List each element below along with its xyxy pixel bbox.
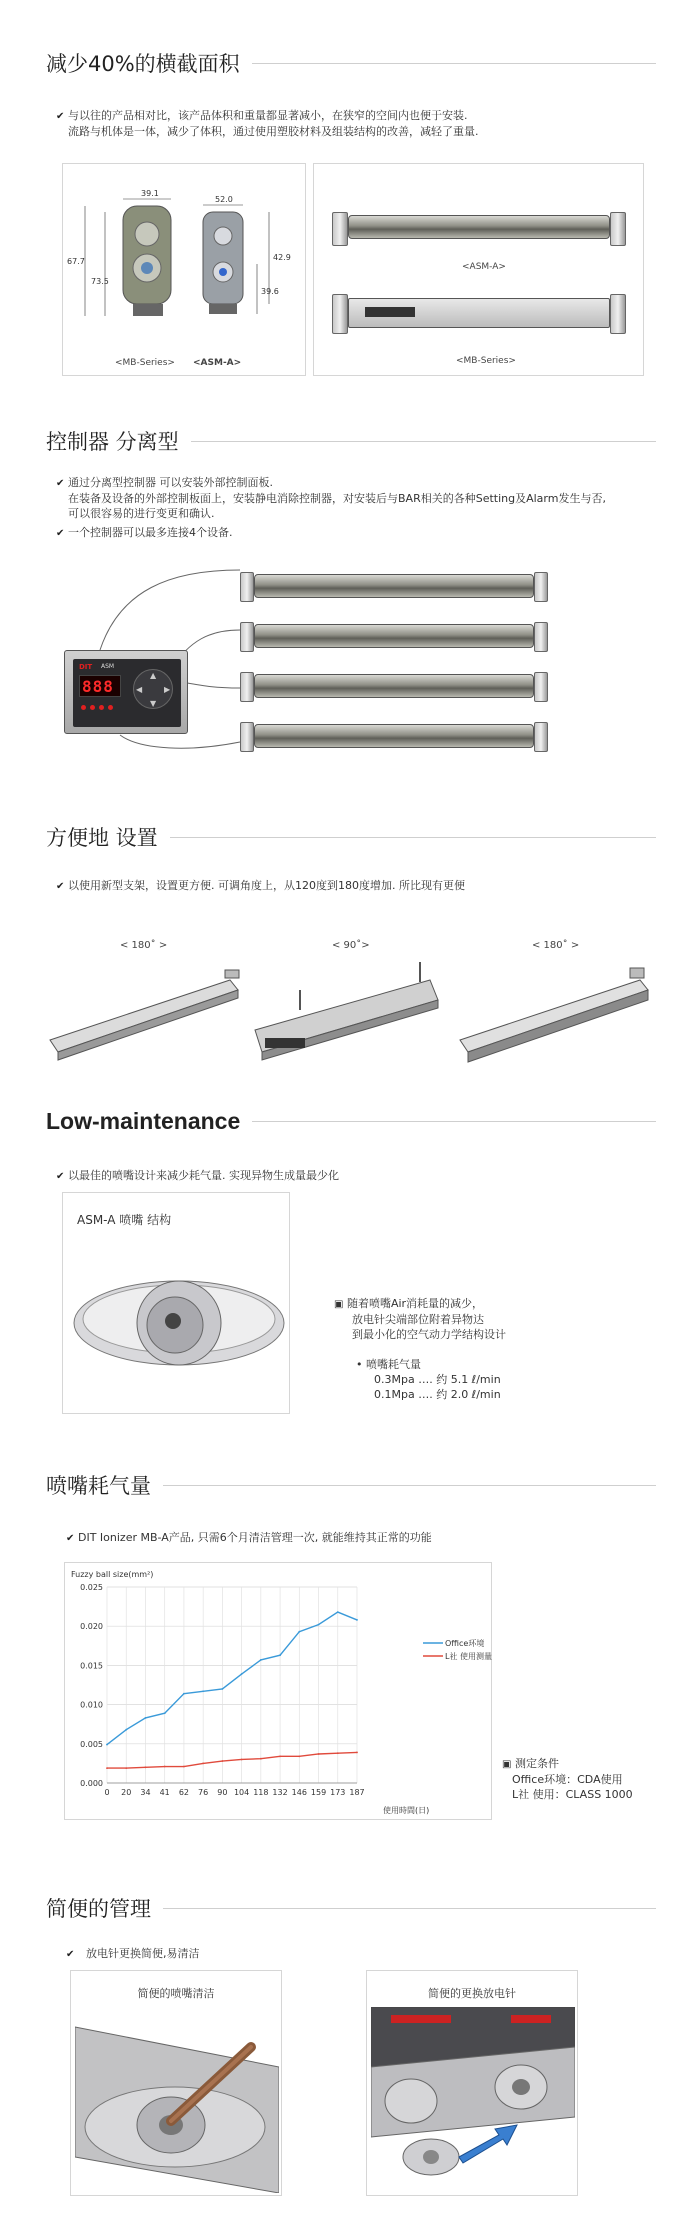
dim-label-width-mb: 39.1	[141, 189, 159, 198]
consumption-row-1: 0.3Mpa …. 约 5.1 ℓ/min	[374, 1373, 501, 1386]
controller-leds	[81, 705, 121, 711]
measurement-conditions: ▣ 测定条件 Office环境：CDA使用 L社 使用：CLASS 1000	[502, 1757, 633, 1801]
pin-replace-panel	[366, 1970, 578, 2196]
data-point	[145, 1766, 147, 1768]
caption-asm-a-bar: <ASM-A>	[462, 262, 506, 272]
x-tick-label: 187	[349, 1788, 365, 1797]
nozzle-structure-panel	[62, 1192, 290, 1414]
controller-model: ASM	[101, 663, 115, 670]
y-tick-label: 0.020	[80, 1622, 103, 1632]
x-tick-label: 62	[178, 1788, 190, 1797]
check-icon: ✔	[56, 111, 65, 122]
chart-xlabel: 使用時間(日)	[383, 1806, 430, 1815]
data-point	[298, 1631, 300, 1633]
caption-asm-a: <ASM-A>	[193, 358, 242, 368]
bar3-endcap	[240, 672, 254, 702]
x-tick-label: 34	[140, 1788, 151, 1797]
data-point	[241, 1759, 243, 1761]
arrow-right-icon[interactable]: ▶	[164, 685, 171, 694]
data-point	[183, 1693, 185, 1695]
x-tick-label: 0	[104, 1788, 110, 1797]
data-point	[356, 1752, 358, 1754]
check-icon: ✔	[56, 478, 65, 489]
data-point	[145, 1717, 147, 1719]
data-point	[337, 1611, 339, 1613]
profile-drawing	[63, 164, 307, 377]
x-tick-label: 90	[217, 1788, 228, 1797]
legend-office: Office环境	[445, 1639, 485, 1648]
panel-title-pin-replace: 简便的更换放电针	[428, 1987, 516, 2000]
x-tick-label: 159	[310, 1788, 327, 1797]
check-icon: ✔	[56, 1171, 65, 1182]
data-point	[221, 1760, 223, 1762]
bar-comparison-panel	[313, 163, 644, 376]
y-tick-label: 0.015	[80, 1661, 103, 1671]
mb-bar-endcap-right	[610, 294, 626, 334]
angle-label-3: < 180˚ >	[532, 940, 580, 951]
data-point	[356, 1619, 358, 1621]
asm-bar-endcap-left	[332, 212, 348, 246]
bullet-cross-section: ✔ 与以往的产品相对比，该产品体积和重量都显著减小，在狭窄的空间内也便于安装. 流路与机体是一体，减少了体积，通过使用塑胶材料及组装结构的改善，减轻了重量.	[56, 109, 479, 138]
section-title-low-maintenance: Low-maintenance	[46, 1108, 656, 1135]
caption-mb-series-bar: <MB-Series>	[456, 356, 516, 366]
dim-label-height-mb: 67.7	[67, 257, 85, 266]
angle-label-2: < 90˚>	[332, 940, 370, 951]
bracket-180-left	[50, 970, 239, 1060]
section-title-installation: 方便地 设置	[46, 822, 656, 852]
nozzle-panel-title: ASM-A 喷嘴 结构	[77, 1213, 172, 1227]
x-tick-label: 41	[159, 1788, 170, 1797]
dim-label-height-asm: 42.9	[273, 253, 291, 262]
display-digits: 888	[82, 677, 114, 696]
bullet-low-maintenance: ✔ 以最佳的喷嘴设计来减少耗气量. 实现异物生成量最少化	[56, 1169, 339, 1182]
data-point	[279, 1654, 281, 1656]
bar3-endcap-right	[534, 672, 548, 702]
nozzle-description: ▣ 随着喷嘴Air消耗量的减少， 放电针尖端部位附着异物达 到最小化的空气动力学结构设计	[334, 1297, 506, 1341]
pin-replace-illustration	[371, 2007, 575, 2193]
data-point	[260, 1659, 262, 1661]
data-point	[125, 1767, 127, 1769]
mb-bar-display	[365, 307, 415, 317]
data-point	[164, 1766, 166, 1768]
x-tick-label: 118	[253, 1788, 269, 1797]
section-title-controller: 控制器 分离型	[46, 426, 656, 456]
chart-legend	[423, 1638, 492, 1661]
bar2-endcap-right	[534, 622, 548, 652]
nozzle-cleaning-illustration	[75, 2007, 279, 2193]
data-point	[298, 1755, 300, 1757]
dim-label-depth-asm: 39.6	[261, 287, 279, 296]
bar1-endcap-right	[534, 572, 548, 602]
dot-bullet-icon: •	[356, 1358, 363, 1371]
ionizer-bar-1	[254, 574, 534, 598]
bullet-max-devices: ✔ 一个控制器可以最多连接4个设备.	[56, 526, 233, 539]
x-tick-label: 76	[198, 1788, 209, 1797]
data-point	[125, 1729, 127, 1731]
bullet-easy-replace: ✔ 放电针更换简便,易清洁	[66, 1947, 200, 1960]
data-point	[202, 1690, 204, 1692]
chart-title: Fuzzy ball size(mm²)	[71, 1570, 154, 1579]
section-title-cross-section: 减少40%的横截面积	[46, 48, 656, 78]
arrow-up-icon[interactable]: ▲	[150, 671, 157, 680]
angle-label-1: < 180˚ >	[120, 940, 168, 951]
x-tick-label: 146	[291, 1788, 307, 1797]
ionizer-bar-2	[254, 624, 534, 648]
connected-bars	[240, 560, 560, 770]
bar1-endcap	[240, 572, 254, 602]
ionizer-bar-4	[254, 724, 534, 748]
data-point	[337, 1752, 339, 1754]
section-title-easy-management: 简便的管理	[46, 1893, 656, 1923]
controller-unit	[64, 650, 188, 734]
x-tick-label: 173	[330, 1788, 346, 1797]
data-point	[106, 1767, 108, 1769]
check-icon: ✔	[56, 881, 65, 892]
y-tick-label: 0.000	[80, 1779, 103, 1788]
bracket-180-right	[460, 968, 648, 1062]
bullet-controller-separate: ✔ 通过分离型控制器 可以安装外部控制面板. 在装备及设备的外部控制板面上，安装静电消除控制器，对安装后与BAR相关的各种Setting及Alarm发生与否, 可以很容易的进行变更和确认.	[56, 476, 606, 520]
mb-bar-endcap-left	[332, 294, 348, 334]
asm-bar-endcap-right	[610, 212, 626, 246]
nozzle-drawing	[63, 1233, 291, 1413]
y-tick-label: 0.025	[80, 1583, 103, 1592]
check-icon: ✔	[56, 528, 65, 539]
data-point	[183, 1766, 185, 1768]
bar2-endcap	[240, 622, 254, 652]
x-tick-label: 132	[272, 1788, 288, 1797]
caption-mb-series: <MB-Series>	[115, 358, 175, 368]
bullet-cleaning-interval: ✔ DIT Ionizer MB-A产品, 只需6个月清洁管理一次, 就能维持其正常的功能	[66, 1531, 432, 1544]
fuzzy-ball-chart-panel	[64, 1562, 492, 1820]
dim-label-width-asm: 52.0	[215, 195, 233, 204]
bracket-illustrations	[40, 960, 660, 1070]
y-tick-label: 0.005	[80, 1739, 103, 1749]
check-icon: ✔	[66, 1533, 75, 1544]
check-icon: ✔	[66, 1949, 75, 1960]
controller-display	[79, 675, 121, 697]
bar4-endcap	[240, 722, 254, 752]
data-point	[221, 1688, 223, 1690]
nozzle-cleaning-panel	[70, 1970, 282, 2196]
asm-bar	[348, 215, 610, 239]
legend-lcorp: L社 使用测量	[445, 1652, 492, 1661]
y-tick-label: 0.010	[80, 1700, 103, 1710]
data-point	[318, 1753, 320, 1755]
data-point	[106, 1744, 108, 1746]
bullet-installation: ✔ 以使用新型支架，设置更方便. 可调角度上，从120度到180度增加. 所比现有更便	[56, 879, 465, 892]
series-line-lcorp	[107, 1752, 357, 1768]
controller-dpad[interactable]	[133, 669, 173, 709]
data-point	[318, 1624, 320, 1626]
series-line-office	[107, 1612, 357, 1744]
arrow-down-icon[interactable]: ▼	[150, 699, 157, 708]
cube-bullet-icon: ▣	[334, 1299, 344, 1310]
section-title-nozzle-consumption: 喷嘴耗气量	[46, 1470, 656, 1500]
panel-title-nozzle-cleaning: 简便的喷嘴清洁	[137, 1987, 215, 2000]
data-point	[164, 1712, 166, 1714]
data-point	[241, 1673, 243, 1675]
x-tick-label: 20	[121, 1788, 132, 1797]
controller-face	[73, 659, 181, 727]
mb-bar	[348, 298, 610, 328]
fuzzy-ball-chart	[65, 1563, 493, 1821]
dim-label-depth-mb: 73.5	[91, 277, 109, 286]
profile-comparison-panel	[62, 163, 306, 376]
x-tick-label: 104	[233, 1788, 250, 1797]
ionizer-bar-3	[254, 674, 534, 698]
cube-bullet-icon: ▣	[502, 1759, 512, 1770]
data-point	[279, 1755, 281, 1757]
nozzle-consumption: • 喷嘴耗气量 0.3Mpa …. 约 5.1 ℓ/min 0.1Mpa …. 约 2.0 ℓ/min	[356, 1358, 501, 1401]
data-point	[260, 1758, 262, 1760]
bar4-endcap-right	[534, 722, 548, 752]
controller-brand: DIT	[79, 663, 93, 671]
data-point	[202, 1763, 204, 1765]
arrow-left-icon[interactable]: ◀	[136, 685, 143, 694]
bracket-90-middle	[255, 962, 438, 1060]
consumption-row-2: 0.1Mpa …. 约 2.0 ℓ/min	[374, 1388, 501, 1401]
